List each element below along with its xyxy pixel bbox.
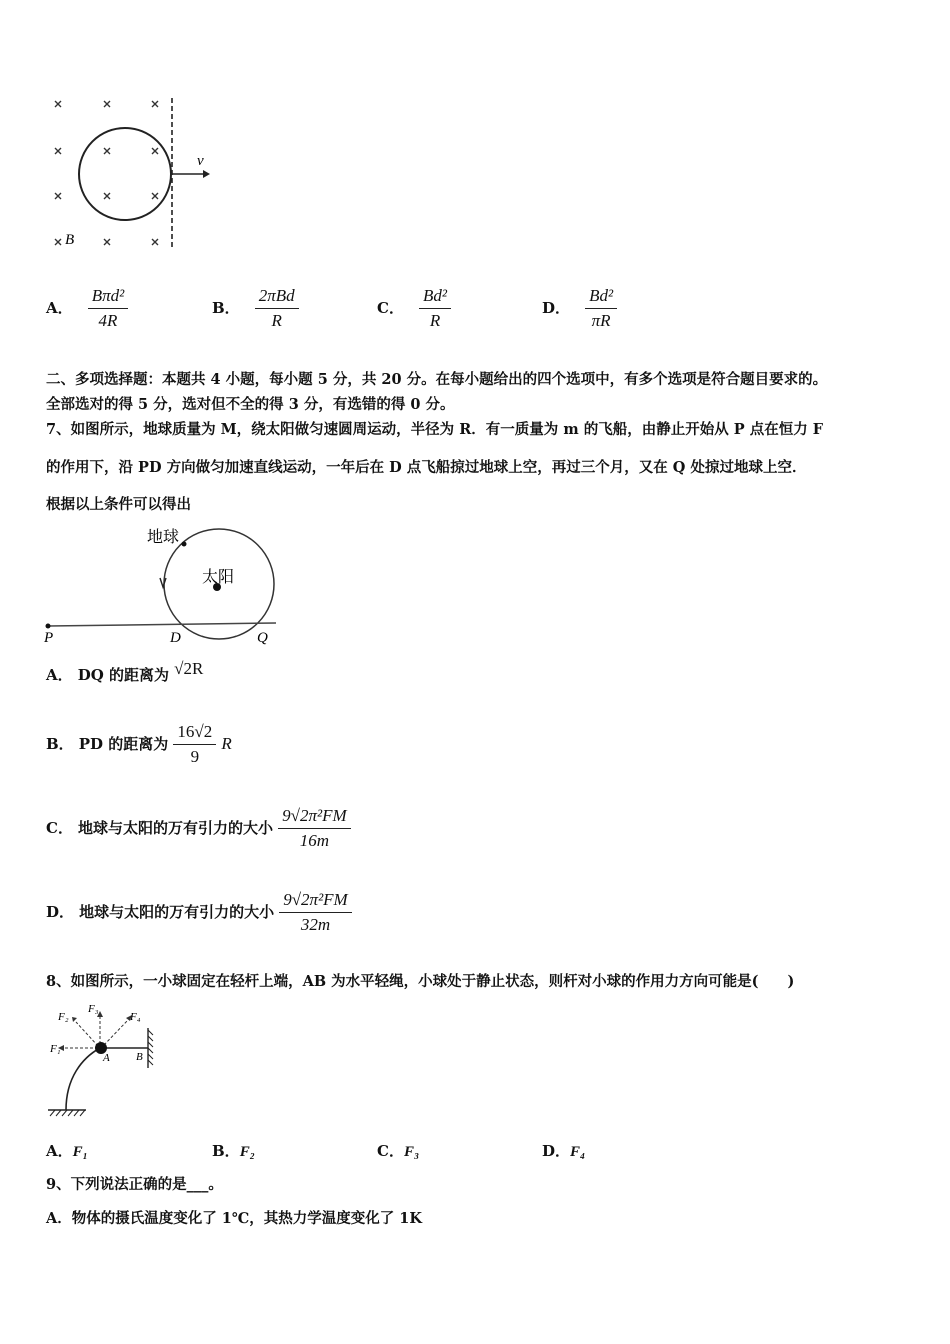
curved-rod xyxy=(66,1048,100,1110)
q7-option-d[interactable]: D． 地球与太阳的万有引力的大小 $\frac{\text{9√2π²FM}}{32m}$ xyxy=(46,890,352,935)
q6-figure xyxy=(45,92,220,257)
q7-option-c[interactable]: C． 地球与太阳的万有引力的大小 $\frac{\text{9√2π²FM}}{16m}$ xyxy=(46,806,351,851)
label-Q: Q xyxy=(257,630,268,646)
q7-stem-line1: 7、如图所示，地球质量为 M，绕太阳做匀速圆周运动，半径为 R．有一质量为 m 的飞船，由静止开始从 P 点在恒力 F xyxy=(46,421,824,438)
q9-stem: 9、下列说法正确的是___。 xyxy=(46,1176,223,1193)
label-earth: 地球 xyxy=(147,529,180,546)
q7-stem-line3: 根据以上条件可以得出 xyxy=(46,496,191,513)
wall-hatch xyxy=(148,1030,153,1065)
q7-stem-line2: 的作用下，沿 PD 方向做匀加速直线运动，一年后在 D 点飞船掠过地球上空，再过三个月，又在 Q 处掠过地球上空． xyxy=(46,459,807,476)
q8-figure xyxy=(42,998,167,1118)
label-A: A xyxy=(103,1052,110,1064)
section2-line2: 全部选对的得 5 分，选对但不全的得 3 分，有选错的得 0 分。 xyxy=(46,396,455,413)
section2-line1: 二、多项选择题：本题共 4 小题，每小题 5 分，共 20 分。在每小题给出的四个选项中，有多个选项是符合题目要求的。 xyxy=(46,371,828,388)
earth-dot xyxy=(182,542,187,547)
label-F4: F₄ xyxy=(130,1011,141,1023)
q6-option-b[interactable]: B． $\frac{\text{2πBd}}{R}$ xyxy=(212,286,299,331)
label-F2: F₂ xyxy=(58,1011,69,1023)
coil-circle xyxy=(79,128,171,220)
q8-option-c[interactable]: C．F₃ xyxy=(377,1142,420,1160)
option-label: C． xyxy=(377,299,404,317)
q9-option-a[interactable]: A．物体的摄氏温度变化了 1℃，其热力学温度变化了 1K xyxy=(46,1210,422,1227)
q8-option-d[interactable]: D．F₄ xyxy=(542,1142,586,1160)
label-B: B xyxy=(65,232,75,248)
orbit-direction-arrow xyxy=(160,578,166,587)
q6-option-d[interactable]: D． $\frac{\text{Bd²}}{\pi R}$ xyxy=(542,286,617,331)
label-D: D xyxy=(170,630,181,646)
point-p-dot xyxy=(46,624,51,629)
ground-hatch xyxy=(50,1110,85,1116)
q7-option-a[interactable]: A． DQ 的距离为 √2R xyxy=(46,659,204,684)
option-label: D． xyxy=(542,299,571,317)
field-cross-marks xyxy=(55,101,158,245)
q8-option-b[interactable]: B．F₂ xyxy=(212,1142,255,1160)
option-label: B． xyxy=(212,299,240,317)
f4-arrow xyxy=(104,1020,128,1045)
label-F1: F₁ xyxy=(50,1043,61,1055)
q6-option-c[interactable]: C． $\frac{\text{Bd²}}{R}$ xyxy=(377,286,451,331)
q7-option-b[interactable]: B． PD 的距离为 $\frac{16√2}{9}$ R xyxy=(46,722,232,766)
q8-stem: 8、如图所示，一小球固定在轻杆上端，AB 为水平轻绳，小球处于静止状态，则杆对小球的作用力方向可能是( ) xyxy=(46,973,795,990)
q6-option-a[interactable]: A． $\frac{\text{Bπd²}}{4R}$ xyxy=(46,286,128,331)
label-B: B xyxy=(136,1051,143,1063)
label-sun: 太阳 xyxy=(202,569,235,586)
label-P: P xyxy=(44,630,54,646)
label-F3: F₃ xyxy=(88,1003,99,1015)
option-label: A． xyxy=(46,299,73,317)
f2-arrow xyxy=(76,1022,98,1046)
path-line-pd xyxy=(48,623,276,626)
q8-option-a[interactable]: A．F₁ xyxy=(46,1142,88,1160)
q7-figure xyxy=(42,522,287,652)
label-v: v xyxy=(197,153,204,169)
